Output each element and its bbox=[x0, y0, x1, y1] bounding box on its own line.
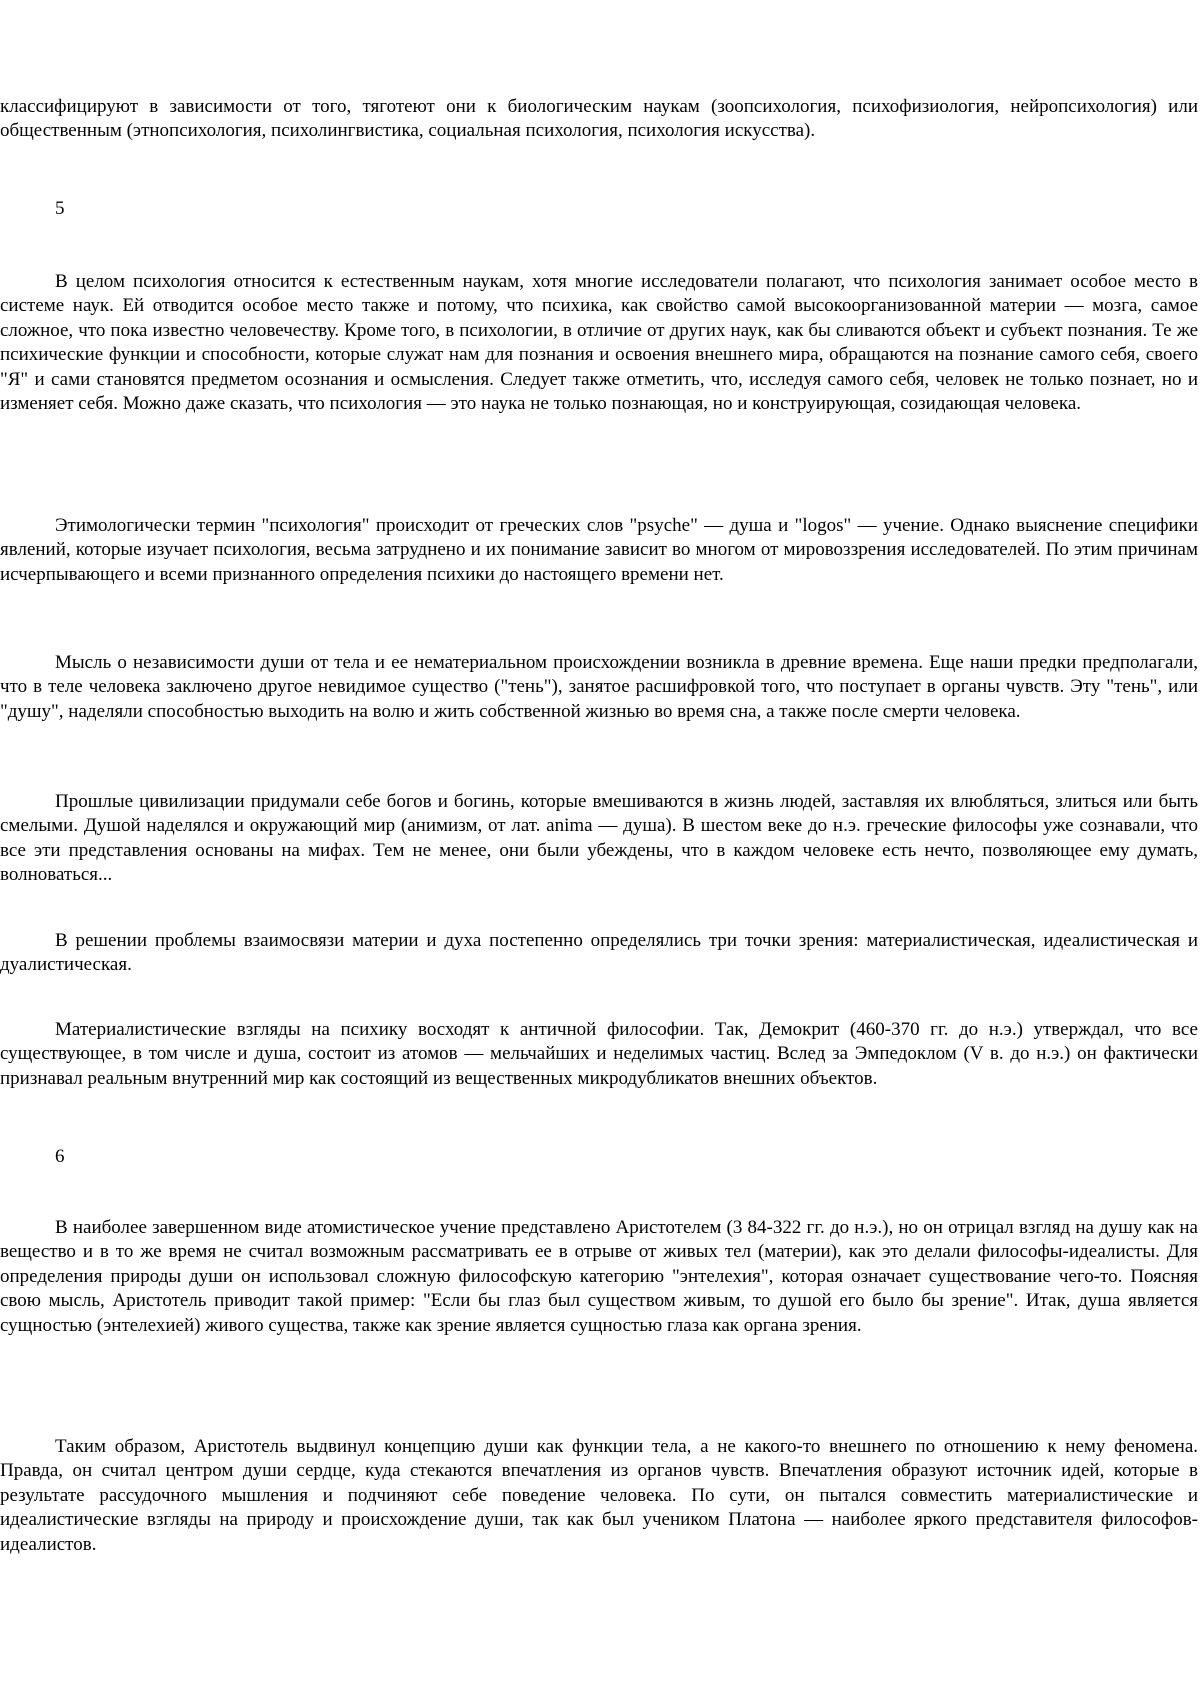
page-number: 5 bbox=[55, 198, 65, 219]
paragraph: Таким образом, Аристотель выдвинул концепцию души как функции тела, а не какого-то внешнего по отношению к нему феномена. Правда, он считал центром души сердце, куда стекаются впечатления из органов чувств. Впечатления образуют источник идей, которые в результате рассудочного мышления и подчиняют себе поведение человека. По сути, он пытался совместить материалистические и идеалистические взгляды на природу и происхождение души, так как был учеником Платона — наиболее яркого представителя философов-идеалистов. bbox=[0, 1436, 1198, 1555]
paragraph: В наиболее завершенном виде атомистическое учение представлено Аристотелем (3 84-322 гг. до н.э.), но он отрицал взгляд на душу как на вещество и в то же время не считал возможным рассматривать ее в отрыве от живых тел (материи), как это делали философы-идеалисты. Для определения природы души он использовал сложную философскую категорию "энтелехия", которая означает существование чего-то. Поясняя свою мысль, Аристотель приводит такой пример: "Если бы глаз был существом живым, то душой его было бы зрение". Итак, душа является сущностью (энтелехией) живого существа, также как зрение является сущностью глаза как органа зрения. bbox=[0, 1217, 1198, 1336]
paragraph: Материалистические взгляды на психику восходят к античной философии. Так, Демокрит (460-370 гг. до н.э.) утверждал, что все существующее, в том числе и душа, состоит из атомов — мельчайших и неделимых частиц. Вслед за Эмпедоклом (V в. до н.э.) он фактически признавал реальным внутренний мир как состоящий из вещественных микродубликатов внешних объектов. bbox=[0, 1019, 1198, 1089]
paragraph: Прошлые цивилизации придумали себе богов и богинь, которые вмешиваются в жизнь людей, заставляя их влюбляться, злиться или быть смелыми. Душой наделялся и окружающий мир (анимизм, от лат. anima — душа). В шестом веке до н.э. греческие философы уже сознавали, что все эти представления основаны на мифах. Тем не менее, они были убеждены, что в каждом человеке есть нечто, позволяющее ему думать, волноваться... bbox=[0, 791, 1198, 886]
paragraph: В решении проблемы взаимосвязи материи и духа постепенно определялись три точки зрения: материалистическая, идеалистическая и дуалистическая. bbox=[0, 930, 1198, 976]
paragraph: Мысль о независимости души от тела и ее нематериальном происхождении возникла в древние времена. Еще наши предки предполагали, что в теле человека заключено другое невидимое существо ("тень"), занятое расшифровкой того, что поступает в органы чувств. Эту "тень", или "душу", наделяли способностью выходить на волю и жить собственной жизнью во время сна, а также после смерти человека. bbox=[0, 652, 1198, 722]
page-number: 6 bbox=[55, 1146, 65, 1167]
paragraph: Этимологически термин "психология" происходит от греческих слов "psyche" — душа и "logos" — учение. Однако выяснение специфики явлений, которые изучает психология, весьма затруднено и их понимание зависит во многом от мировоззрения исследователей. По этим причинам исчерпывающего и всеми признанного определения психики до настоящего времени нет. bbox=[0, 515, 1198, 585]
paragraph-continued: классифицируют в зависимости от того, тяготеют они к биологическим наукам (зоопсихология, психофизиология, нейропсихология) или общественным (этнопсихология, психолингвистика, социальная психология, психология искусства). bbox=[0, 96, 1198, 142]
paragraph: В целом психология относится к естественным наукам, хотя многие исследователи полагают, что психология занимает особое место в системе наук. Ей отводится особое место также и потому, что психика, как свойство самой высокоорганизованной материи — мозга, самое сложное, что пока известно человечеству. Кроме того, в психологии, в отличие от других наук, как бы сливаются объект и субъект познания. Те же психические функции и способности, которые служат нам для познания и освоения внешнего мира, обращаются на познание самого себя, своего "Я" и сами становятся предметом осознания и осмысления. Следует также отметить, что, исследуя самого себя, человек не только познает, но и изменяет себя. Можно даже сказать, что психология — это наука не только познающая, но и конструирующая, созидающая человека. bbox=[0, 271, 1198, 415]
